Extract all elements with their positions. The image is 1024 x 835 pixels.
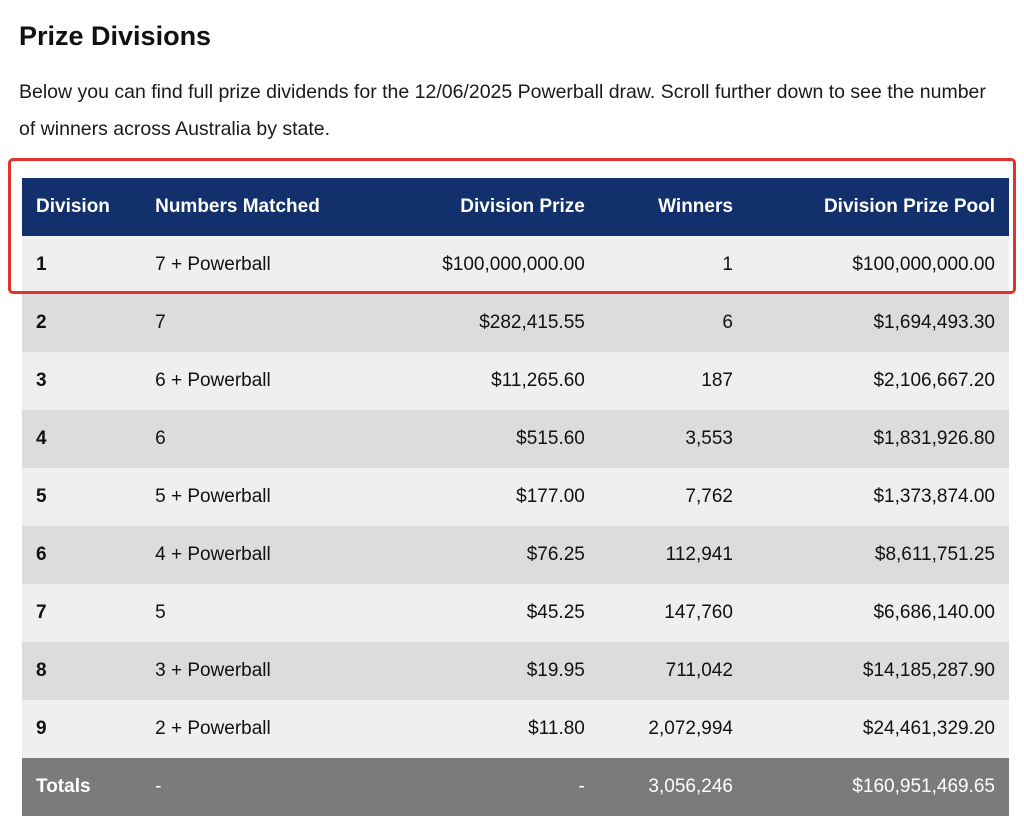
prize-pool-cell: $8,611,751.25 (747, 526, 1009, 584)
winners-cell: 112,941 (599, 526, 747, 584)
division-prize-cell: $76.25 (379, 526, 599, 584)
division-prize-cell: $11,265.60 (379, 352, 599, 410)
numbers-matched-cell: 5 + Powerball (141, 468, 379, 526)
division-prize-cell: $45.25 (379, 584, 599, 642)
table-row (22, 584, 1009, 642)
winners-cell: 7,762 (599, 468, 747, 526)
prize-pool-cell: $2,106,667.20 (747, 352, 1009, 410)
intro-text: Below you can find full prize dividends for the 12/06/2025 Powerball draw. Scroll further down to see the number of winners across Australia by state. (19, 81, 986, 140)
prize-pool-cell: $14,185,287.90 (747, 642, 1009, 700)
prize-pool-cell: $1,831,926.80 (747, 410, 1009, 468)
numbers-matched-cell: 7 (141, 294, 379, 352)
numbers-matched-cell: 2 + Powerball (141, 700, 379, 758)
totals-winners: 3,056,246 (599, 758, 747, 816)
numbers-matched-cell: 6 + Powerball (141, 352, 379, 410)
numbers-matched-cell: 5 (141, 584, 379, 642)
table-row (22, 352, 1009, 410)
division-cell: 6 (22, 526, 141, 584)
header-division-prize[interactable]: Division Prize (379, 178, 599, 236)
totals-prize-pool: $160,951,469.65 (747, 758, 1009, 816)
division-prize-cell: $100,000,000.00 (379, 236, 599, 294)
prize-pool-cell: $1,373,874.00 (747, 468, 1009, 526)
table-header-row (22, 178, 1009, 236)
numbers-matched-cell: 7 + Powerball (141, 236, 379, 294)
division-cell: 2 (22, 294, 141, 352)
division-prize-cell: $515.60 (379, 410, 599, 468)
winners-cell: 1 (599, 236, 747, 294)
table-row (22, 468, 1009, 526)
totals-label: Totals (22, 758, 141, 816)
division-cell: 7 (22, 584, 141, 642)
table-row (22, 700, 1009, 758)
division-prize-cell: $282,415.55 (379, 294, 599, 352)
winners-cell: 147,760 (599, 584, 747, 642)
division-cell: 8 (22, 642, 141, 700)
totals-row (22, 758, 1009, 816)
table-row (22, 526, 1009, 584)
table-row (22, 642, 1009, 700)
numbers-matched-cell: 3 + Powerball (141, 642, 379, 700)
division-cell: 3 (22, 352, 141, 410)
winners-cell: 711,042 (599, 642, 747, 700)
winners-cell: 3,553 (599, 410, 747, 468)
header-division[interactable]: Division (22, 178, 141, 236)
prize-pool-cell: $100,000,000.00 (747, 236, 1009, 294)
table-row (22, 294, 1009, 352)
prize-pool-cell: $6,686,140.00 (747, 584, 1009, 642)
header-winners[interactable]: Winners (599, 178, 747, 236)
page-title: Prize Divisions (19, 21, 212, 51)
prize-divisions-table (22, 178, 1009, 816)
prize-pool-cell: $24,461,329.20 (747, 700, 1009, 758)
totals-division-prize: - (379, 758, 599, 816)
division-cell: 9 (22, 700, 141, 758)
division-prize-cell: $19.95 (379, 642, 599, 700)
header-division-prize-pool[interactable]: Division Prize Pool (747, 178, 1009, 236)
table-row (22, 236, 1009, 294)
table-row (22, 410, 1009, 468)
division-cell: 5 (22, 468, 141, 526)
numbers-matched-cell: 6 (141, 410, 379, 468)
numbers-matched-cell: 4 + Powerball (141, 526, 379, 584)
winners-cell: 6 (599, 294, 747, 352)
division-cell: 4 (22, 410, 141, 468)
winners-cell: 2,072,994 (599, 700, 747, 758)
division-prize-cell: $177.00 (379, 468, 599, 526)
totals-numbers-matched: - (141, 758, 379, 816)
prize-pool-cell: $1,694,493.30 (747, 294, 1009, 352)
header-numbers-matched[interactable]: Numbers Matched (141, 178, 379, 236)
division-cell: 1 (22, 236, 141, 294)
winners-cell: 187 (599, 352, 747, 410)
division-prize-cell: $11.80 (379, 700, 599, 758)
